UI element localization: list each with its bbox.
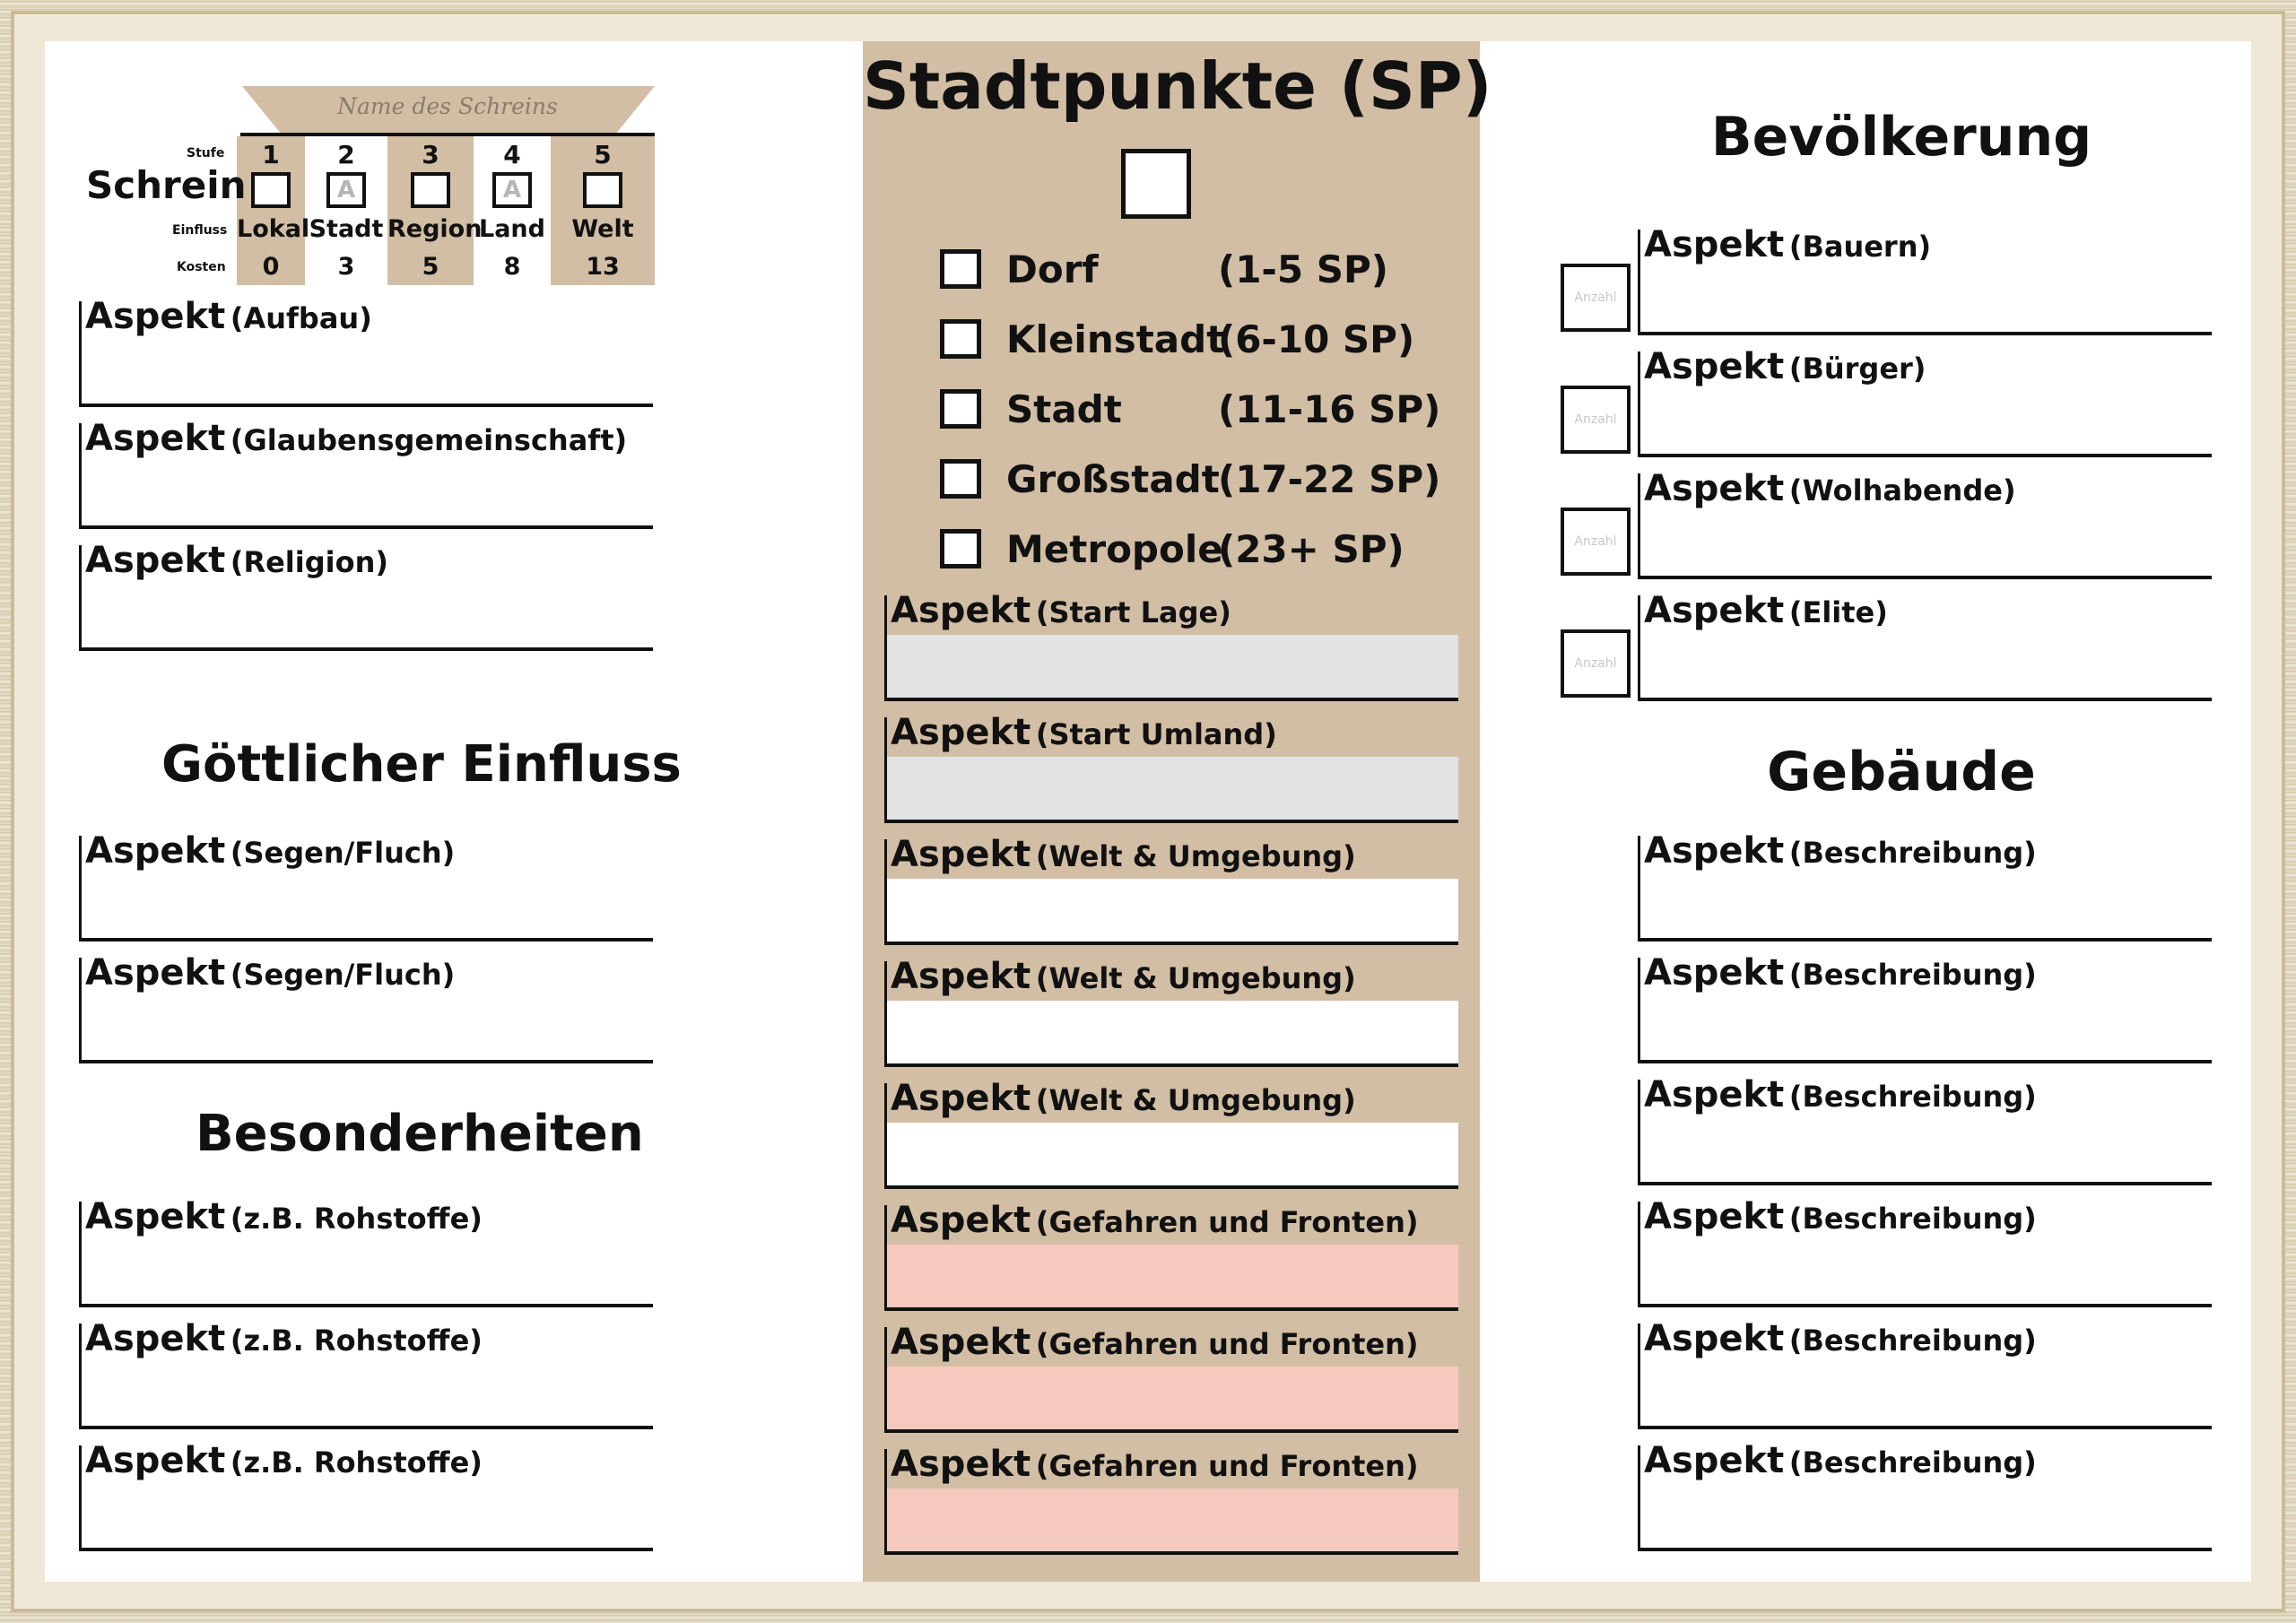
aspect-label (1644, 1440, 2037, 1481)
aspect-subtitle: (Welt & Umgebung) (1035, 839, 1356, 873)
aspect-subtitle: (Glaubensgemeinschaft) (230, 423, 628, 457)
aspect-label (891, 1200, 1419, 1241)
aspect-word: Aspekt (891, 1200, 1031, 1241)
city-points-box[interactable] (1121, 149, 1191, 219)
aspect-word: Aspekt (1644, 830, 1785, 872)
aspect-word: Aspekt (1644, 1196, 1785, 1237)
aspect-word: Aspekt (85, 418, 226, 459)
divine-influence-title: Göttlicher Einfluss (161, 735, 682, 794)
aspect-word: Aspekt (891, 956, 1031, 997)
aspect-label (891, 712, 1277, 753)
level-influence: Region (387, 215, 483, 243)
aspect-word: Aspekt (85, 952, 226, 994)
level-influence: Land (479, 215, 545, 243)
aspect-subtitle: (Gefahren und Fronten) (1035, 1449, 1419, 1483)
level-mark: A (502, 177, 522, 204)
aspect-label (85, 830, 455, 872)
aspect-center-1[interactable] (884, 590, 1458, 701)
count-placeholder: Anzahl (1574, 291, 1617, 305)
aspect-subtitle: (Beschreibung) (1788, 1080, 2037, 1114)
aspect-shrine-1[interactable] (79, 296, 653, 407)
aspect-word: Aspekt (1644, 1318, 1785, 1359)
aspect-subtitle: (Beschreibung) (1788, 836, 2037, 870)
shrine-title: Schrein (86, 163, 247, 207)
level-checkbox[interactable] (411, 172, 450, 208)
aspect-input-area[interactable] (887, 1367, 1458, 1429)
special-features-title: Besonderheiten (196, 1105, 644, 1163)
aspect-label (891, 956, 1356, 997)
city-size-range: (11-16 SP) (1218, 387, 1441, 431)
population-count-box[interactable] (1561, 629, 1631, 698)
aspect-population-2[interactable] (1638, 346, 2212, 457)
aspect-building-4[interactable] (1638, 1196, 2212, 1307)
city-size-row (940, 527, 1442, 572)
aspect-subtitle: (Welt & Umgebung) (1035, 961, 1356, 995)
aspect-subtitle: (Beschreibung) (1788, 1445, 2037, 1480)
aspect-word: Aspekt (1644, 1074, 1785, 1115)
aspect-word: Aspekt (1644, 952, 1785, 994)
aspect-label (85, 1196, 483, 1237)
aspect-subtitle: (Segen/Fluch) (230, 836, 456, 870)
city-size-name: Dorf (1006, 247, 1099, 291)
aspect-center-5[interactable] (884, 1078, 1458, 1189)
shrine-level-1 (237, 136, 310, 285)
city-size-checkbox[interactable] (940, 389, 981, 429)
aspect-subtitle: (z.B. Rohstoffe) (230, 1445, 483, 1480)
aspect-word: Aspekt (891, 712, 1031, 753)
count-placeholder: Anzahl (1574, 534, 1617, 549)
level-cost: 5 (422, 253, 439, 281)
count-placeholder: Anzahl (1574, 656, 1617, 671)
shrine-name-banner (240, 86, 655, 135)
aspect-word: Aspekt (891, 1078, 1031, 1119)
aspect-special-2[interactable] (79, 1318, 653, 1429)
aspect-special-3[interactable] (79, 1440, 653, 1551)
aspect-word: Aspekt (891, 1322, 1031, 1363)
aspect-subtitle: (z.B. Rohstoffe) (230, 1202, 483, 1236)
city-size-range: (23+ SP) (1218, 527, 1405, 571)
level-number: 5 (594, 140, 612, 169)
aspect-word: Aspekt (1644, 346, 1785, 387)
aspect-word: Aspekt (891, 834, 1031, 875)
level-influence: Stadt (309, 215, 384, 243)
row-label-kosten: Kosten (177, 260, 226, 274)
aspect-label (891, 1444, 1419, 1485)
level-number: 1 (262, 140, 280, 169)
aspect-word: Aspekt (1644, 590, 1785, 631)
population-count-box[interactable] (1561, 386, 1631, 454)
aspect-word: Aspekt (1644, 1440, 1785, 1481)
aspect-word: Aspekt (891, 1444, 1031, 1485)
aspect-word: Aspekt (85, 1440, 226, 1481)
aspect-label (85, 540, 388, 581)
aspect-building-2[interactable] (1638, 952, 2212, 1063)
aspect-label (85, 296, 372, 337)
city-size-row (940, 387, 1442, 432)
aspect-label (891, 590, 1231, 631)
aspect-label (1644, 1318, 2037, 1359)
aspect-center-7[interactable] (884, 1322, 1458, 1433)
aspect-building-3[interactable] (1638, 1074, 2212, 1185)
aspect-subtitle: (Start Umland) (1035, 717, 1277, 751)
aspect-label (1644, 224, 1931, 265)
level-checkbox[interactable] (326, 172, 366, 208)
city-size-name: Kleinstadt (1006, 317, 1225, 361)
aspect-subtitle: (Beschreibung) (1788, 958, 2037, 992)
aspect-input-area[interactable] (887, 635, 1458, 698)
aspect-subtitle: (Elite) (1788, 595, 1888, 629)
level-number: 2 (337, 140, 355, 169)
aspect-population-3[interactable] (1638, 468, 2212, 579)
aspect-word: Aspekt (1644, 468, 1785, 509)
aspect-center-4[interactable] (884, 956, 1458, 1067)
aspect-building-1[interactable] (1638, 830, 2212, 942)
city-size-range: (6-10 SP) (1218, 317, 1415, 361)
aspect-subtitle: (z.B. Rohstoffe) (230, 1324, 483, 1358)
aspect-center-8[interactable] (884, 1444, 1458, 1555)
aspect-center-3[interactable] (884, 834, 1458, 945)
aspect-center-6[interactable] (884, 1200, 1458, 1311)
shrine-name-placeholder[interactable]: Name des Schreins (337, 93, 558, 119)
aspect-word: Aspekt (891, 590, 1031, 631)
aspect-word: Aspekt (85, 540, 226, 581)
level-cost: 0 (262, 253, 280, 281)
aspect-word: Aspekt (85, 1196, 226, 1237)
aspect-input-area[interactable] (887, 757, 1458, 820)
city-size-name: Stadt (1006, 387, 1122, 431)
aspect-subtitle: (Gefahren und Fronten) (1035, 1327, 1419, 1361)
aspect-label (891, 1322, 1419, 1363)
aspect-subtitle: (Religion) (230, 545, 388, 579)
buildings-title: Gebäude (1767, 741, 2036, 803)
population-title: Bevölkerung (1710, 106, 2092, 169)
row-label-stufe: Stufe (187, 146, 225, 161)
aspect-label (1644, 830, 2037, 872)
aspect-divine-1[interactable] (79, 830, 653, 942)
aspect-input-area[interactable] (887, 1123, 1458, 1185)
aspect-center-2[interactable] (884, 712, 1458, 823)
shrine-level-5 (551, 136, 655, 285)
count-placeholder: Anzahl (1574, 412, 1617, 427)
population-count-box[interactable] (1561, 508, 1631, 576)
aspect-word: Aspekt (85, 296, 226, 337)
level-checkbox[interactable] (583, 172, 622, 208)
aspect-word: Aspekt (85, 1318, 226, 1359)
city-size-range: (1-5 SP) (1218, 247, 1388, 291)
shrine-level-2 (305, 136, 387, 285)
aspect-building-6[interactable] (1638, 1440, 2212, 1551)
aspect-subtitle: (Gefahren und Fronten) (1035, 1205, 1419, 1239)
aspect-label (891, 834, 1356, 875)
city-size-range: (17-22 SP) (1218, 457, 1441, 501)
aspect-word: Aspekt (85, 830, 226, 872)
aspect-subtitle: (Bauern) (1788, 230, 1932, 264)
aspect-shrine-3[interactable] (79, 540, 653, 651)
aspect-label (85, 1318, 483, 1359)
level-mark: A (336, 177, 356, 204)
aspect-shrine-2[interactable] (79, 418, 653, 529)
city-size-checkbox[interactable] (940, 319, 981, 359)
city-size-name: Metropole (1006, 527, 1223, 571)
population-count-box[interactable] (1561, 264, 1631, 332)
aspect-subtitle: (Segen/Fluch) (230, 958, 456, 992)
city-points-title: Stadtpunkte (SP) (863, 48, 1492, 124)
aspect-population-4[interactable] (1638, 590, 2212, 701)
city-size-checkbox[interactable] (940, 529, 981, 568)
aspect-divine-2[interactable] (79, 952, 653, 1063)
city-size-row (940, 317, 1442, 362)
level-checkbox[interactable] (492, 172, 532, 208)
aspect-label (1644, 346, 1926, 387)
aspect-label (85, 1440, 483, 1481)
aspect-label (1644, 1074, 2037, 1115)
aspect-subtitle: (Beschreibung) (1788, 1324, 2037, 1358)
aspect-special-1[interactable] (79, 1196, 653, 1307)
aspect-word: Aspekt (1644, 224, 1785, 265)
aspect-label (1644, 590, 1888, 631)
aspect-subtitle: (Beschreibung) (1788, 1202, 2037, 1236)
aspect-building-5[interactable] (1638, 1318, 2212, 1429)
aspect-input-area[interactable] (887, 1245, 1458, 1307)
aspect-input-area[interactable] (887, 879, 1458, 942)
aspect-population-1[interactable] (1638, 224, 2212, 335)
aspect-subtitle: (Aufbau) (230, 301, 372, 335)
shrine-level-3 (387, 136, 483, 285)
aspect-subtitle: (Start Lage) (1035, 595, 1231, 629)
aspect-input-area[interactable] (887, 1001, 1458, 1063)
aspect-label (85, 952, 455, 994)
aspect-label (85, 418, 627, 459)
row-label-einfluss: Einfluss (172, 223, 228, 238)
aspect-input-area[interactable] (887, 1488, 1458, 1551)
city-size-name: Großstadt (1006, 457, 1220, 501)
level-influence: Lokal (237, 215, 310, 243)
aspect-subtitle: (Welt & Umgebung) (1035, 1083, 1356, 1117)
city-size-checkbox[interactable] (940, 249, 981, 289)
level-cost: 13 (586, 253, 620, 281)
aspect-label (1644, 1196, 2037, 1237)
level-number: 4 (503, 140, 521, 169)
level-number: 3 (422, 140, 439, 169)
level-influence: Welt (571, 215, 634, 243)
level-cost: 3 (337, 253, 355, 281)
city-size-row (940, 247, 1442, 292)
aspect-label (1644, 952, 2037, 994)
aspect-subtitle: (Wolhabende) (1788, 473, 2016, 508)
level-cost: 8 (503, 253, 521, 281)
level-checkbox[interactable] (251, 172, 291, 208)
aspect-subtitle: (Bürger) (1788, 352, 1926, 386)
city-size-checkbox[interactable] (940, 459, 981, 499)
city-size-row (940, 457, 1442, 502)
aspect-label (1644, 468, 2016, 509)
aspect-label (891, 1078, 1356, 1119)
shrine-level-4 (474, 136, 551, 285)
